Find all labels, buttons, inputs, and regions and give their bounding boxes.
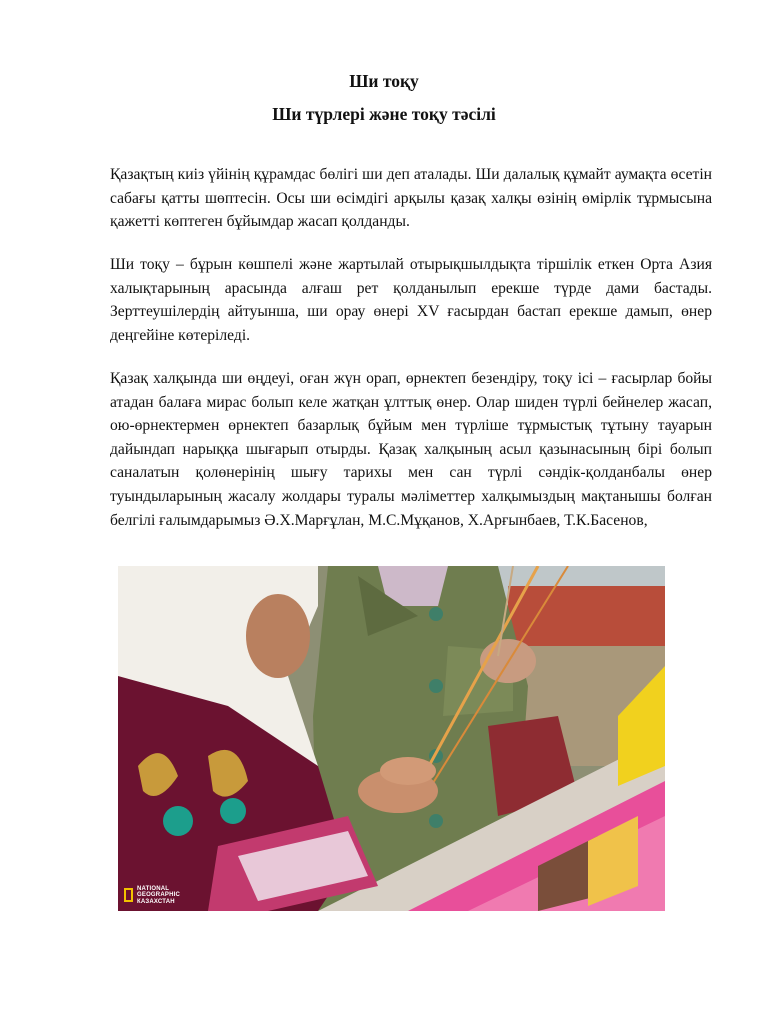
document-subtitle: Ши түрлері және тоқу тәсілі [272,104,496,124]
logo-text-line-2: GEOGRAPHIC [137,892,181,898]
logo-text-line-3: КАЗАХСТАН [137,898,175,905]
national-geographic-logo [124,886,180,906]
logo-text-line-1: NATIONAL [137,885,170,892]
document-title: Ши тоқу [349,71,419,91]
paragraph-2: Ши тоқу – бұрын көшпелі және жартылай отырықшылдықта тіршілік еткен Орта Азия халықтарының арасында алғаш рет қолданылып ерекше түрде дами бастады. Зерттеушілердің айтуынша, ши орау өнері XV ғасырдан бастап ерекше дамып, өнер деңгейіне көтеріледі. [110,256,712,344]
paragraph-1: Қазақтың киіз үйінің құрамдас бөлігі ши деп аталады. Ши далалық құмайт аумақта өсетін сабағы қатты шөптесін. Осы ши өсімдігі арқылы қазақ халқы өзінің өмірлік тұрмысына қажетті көптеген бұйымдар жасап қолданды. [110,166,712,231]
paragraph-3: Қазақ халқында ши өңдеуі, оған жүн орап, өрнектеп безендіру, тоқу ісі – ғасырлар бойы атадан балаға мирас болып келе жатқан ұлттық өнер. Олар шиден түрлі бейнелер жасап, ою-өрнектермен өрнектеп базарлық бұйым мен түрліше тұрмыстық тұтыну тауарын дайындап нарыққа шығарып отырды. Қазақ халқының асыл қазынасының бірі болып саналатын қолөнерінің шығу тарихы мен сан түрлі сәндік-қолданбалы өнер туындыларының жасалу жолдары туралы мәліметтер халқымыздың мақтанышы болған белгілі ғалымдарымыз Ә.Х.Марғұлан, М.С.Мұқанов, Х.Арғынбаев, Т.К.Басенов, [110,370,712,529]
yellow-frame-icon [124,888,133,902]
weaving-photo [118,566,665,911]
photo-illustration [118,566,665,911]
